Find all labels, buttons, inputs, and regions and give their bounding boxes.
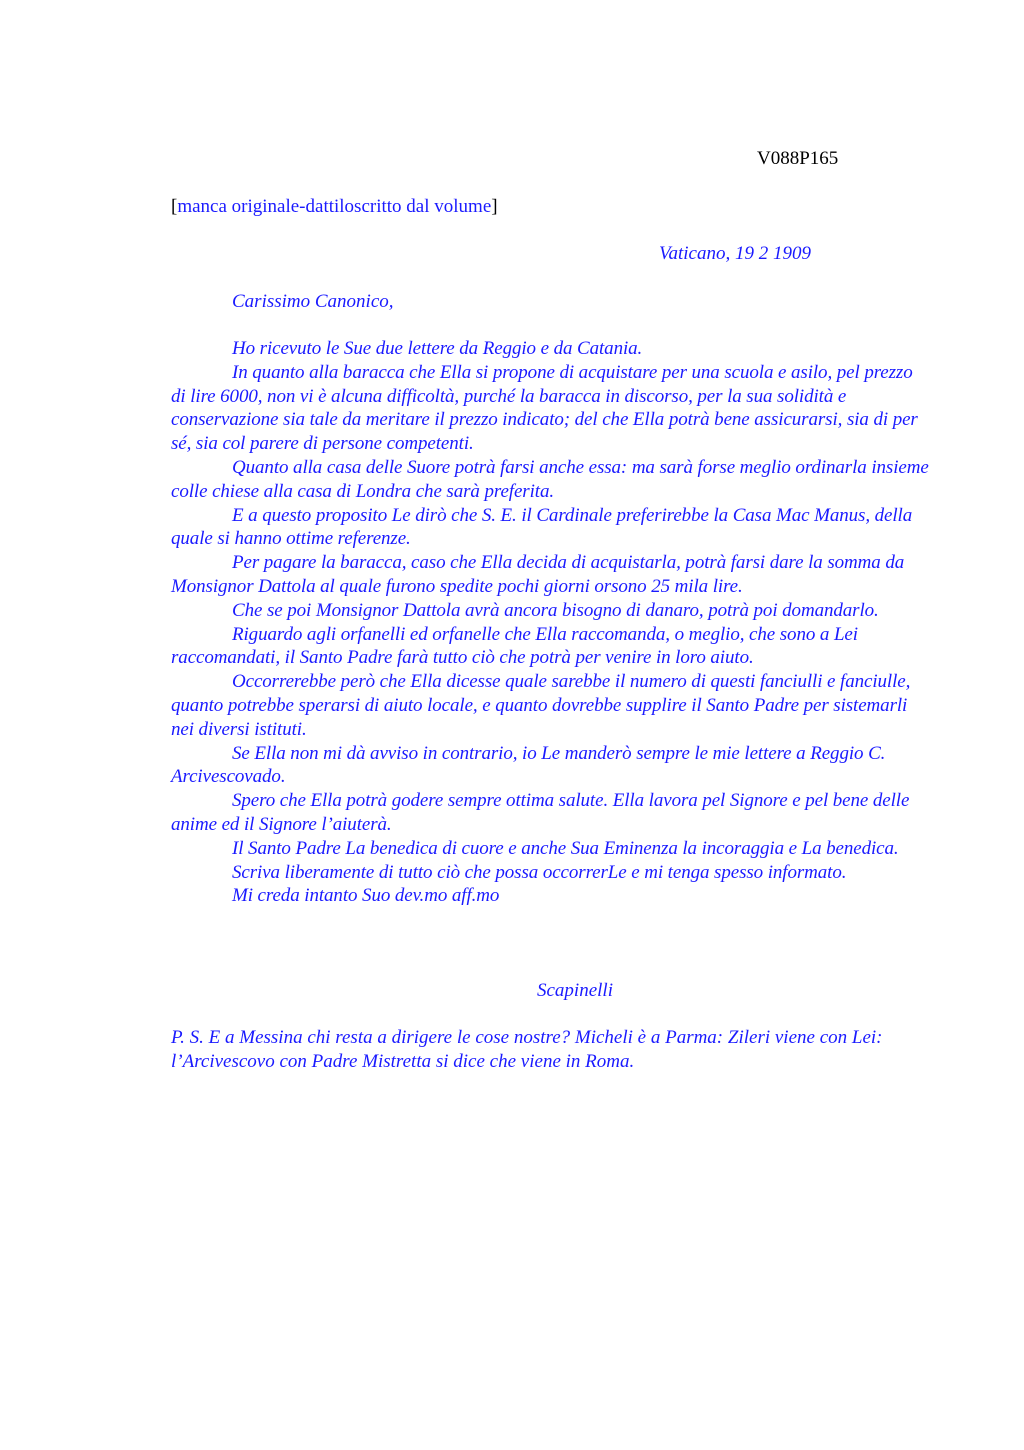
letter-signature: Scapinelli	[537, 980, 613, 1001]
closing-line: Mi creda intanto Suo dev.mo aff.mo	[232, 885, 500, 907]
body-paragraph: Riguardo agli orfanelli ed orfanelle che Ella raccomanda, o meglio, che sono a Lei raccomandati, il Santo Padre farà tutto ciò che potrà per venire in loro aiuto.	[171, 623, 858, 669]
note-open-bracket: [	[171, 196, 178, 217]
body-paragraph: Quanto alla casa delle Suore potrà farsi anche essa: ma sarà forse meglio ordinarla insieme colle chiese alla casa di Londra che sarà preferita.	[171, 456, 929, 502]
body-paragraph: Per pagare la baracca, caso che Ella decida di acquistarla, potrà farsi dare la somma da Monsignor Dattola al quale furono spedite pochi giorni orsono 25 mila lire.	[171, 552, 905, 597]
body-paragraph: In quanto alla baracca che Ella si propone di acquistare per una scuola e asilo, pel prezzo di lire 6000, non vi è alcuna difficoltà, purché la baracca in discorso, per la sua solidità e conservazione sia tale da meritare il prezzo indicato; del che Ella potrà bene assicurarsi, sia di per sé, sia col parere di persone competenti.	[171, 361, 918, 455]
body-paragraph: Il Santo Padre La benedica di cuore e anche Sua Eminenza la incoraggia e La benedica.	[232, 837, 899, 859]
body-paragraph: Che se poi Monsignor Dattola avrà ancora bisogno di danaro, potrà poi domandarlo.	[232, 599, 879, 621]
letter-salutation: Carissimo Canonico,	[232, 291, 394, 312]
body-paragraph: Se Ella non mi dà avviso in contrario, io Le manderò sempre le mie lettere a Reggio C. Arcivescovado.	[171, 742, 886, 788]
body-paragraph: Occorrerebbe però che Ella dicesse quale sarebbe il numero di questi fanciulli e fanciulle, quanto potrebbe sperarsi di aiuto locale, e quanto dovrebbe supplire il Santo Padre per sistemarli nei diversi istituti.	[171, 671, 911, 740]
body-paragraph: Ho ricevuto le Sue due lettere da Reggio e da Catania.	[232, 338, 643, 359]
note-text: manca originale-dattiloscritto dal volume	[177, 196, 492, 217]
archival-note	[171, 195, 498, 219]
body-paragraph: E a questo proposito Le dirò che S. E. il Cardinale preferirebbe la Casa Mac Manus, della quale si hanno ottime referenze.	[171, 504, 913, 550]
postscript: P. S. E a Messina chi resta a dirigere le cose nostre? Micheli è a Parma: Zileri viene con Lei: l’Arcivescovo con Padre Mistretta si dice che viene in Roma.	[171, 1027, 883, 1072]
letter-dateline: Vaticano, 19 2 1909	[659, 243, 811, 264]
body-paragraph: Spero che Ella potrà godere sempre ottima salute. Ella lavora pel Signore e pel bene delle anime ed il Signore l’aiuterà.	[171, 790, 910, 835]
letter-body	[171, 337, 931, 908]
document-code: V088P165	[757, 148, 839, 169]
body-paragraph: Scriva liberamente di tutto ciò che possa occorrerLe e mi tenga spesso informato.	[232, 861, 847, 883]
note-close-bracket: ]	[491, 196, 498, 217]
